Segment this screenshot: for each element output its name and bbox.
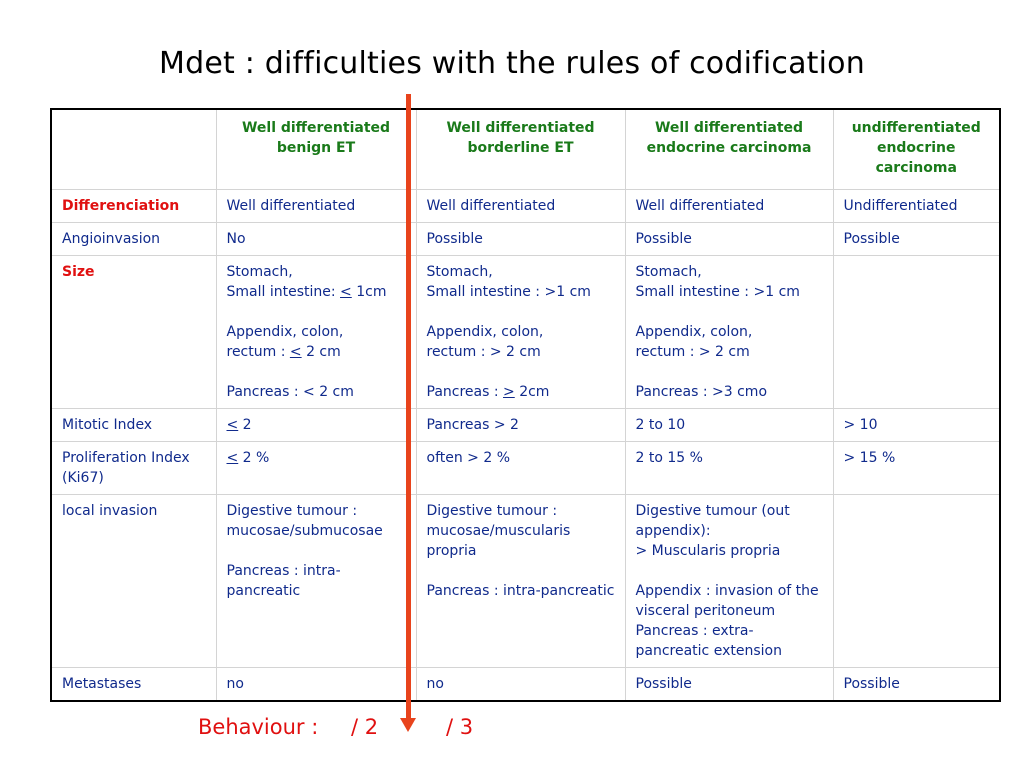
- cell-line: Digestive tumour : mucosae/submucosae: [226, 503, 383, 539]
- table-cell: no: [216, 668, 416, 702]
- row-label-local-invasion: local invasion: [51, 495, 216, 668]
- table-row: [51, 190, 1000, 223]
- header-carcinoma: Well differentiated endocrine carcinoma: [625, 109, 833, 190]
- cell-line: [227, 342, 408, 362]
- table-cell: no: [416, 668, 625, 702]
- table-cell: Well differentiated: [625, 190, 833, 223]
- behaviour-value-2: / 2: [351, 715, 379, 739]
- table-cell: [833, 256, 1000, 409]
- cell-line: Stomach,: [226, 264, 293, 280]
- cell-line: rectum : > 2 cm: [635, 344, 750, 360]
- table-header-row: [51, 109, 1000, 190]
- table-row: [51, 256, 1000, 409]
- text-part: 2 %: [238, 450, 270, 466]
- row-label-metastases: Metastases: [51, 668, 216, 702]
- underlined-symbol: <: [226, 450, 239, 466]
- table-cell: [216, 442, 416, 495]
- table-row: [51, 495, 1000, 668]
- header-empty-cell: [51, 109, 216, 190]
- underlined-symbol: <: [226, 417, 239, 433]
- behaviour-value-3: / 3: [446, 715, 474, 739]
- row-label-differenciation: Differenciation: [51, 190, 216, 223]
- header-undifferentiated: undifferentiated endocrine carcinoma: [833, 109, 1000, 190]
- arrow-down-icon: [400, 718, 416, 732]
- table-cell: > 10: [833, 409, 1000, 442]
- underlined-symbol: >: [503, 384, 515, 400]
- table-cell: Possible: [416, 223, 625, 256]
- cell-line: > Muscularis propria: [635, 543, 781, 559]
- table-cell: [216, 495, 416, 668]
- table-cell: Possible: [625, 668, 833, 702]
- text-part: 2cm: [514, 384, 550, 400]
- cell-line: Stomach,: [426, 264, 493, 280]
- table-row: [51, 442, 1000, 495]
- cell-line: Appendix, colon,: [226, 324, 344, 340]
- text-part: Pancreas :: [426, 384, 504, 400]
- text-part: 2 cm: [301, 344, 341, 360]
- table-cell: 2 to 15 %: [625, 442, 833, 495]
- table-cell: Pancreas > 2: [416, 409, 625, 442]
- cell-line: Appendix : invasion of the visceral peritoneum: [635, 583, 819, 619]
- table-row: [51, 668, 1000, 702]
- table-cell: [833, 495, 1000, 668]
- row-label-proliferation-index: Proliferation Index (Ki67): [51, 442, 216, 495]
- codification-table: [50, 108, 1001, 702]
- underlined-symbol: <: [289, 344, 302, 360]
- header-borderline: Well differentiated borderline ET: [416, 109, 625, 190]
- cell-line: [227, 282, 408, 302]
- row-label-angioinvasion: Angioinvasion: [51, 223, 216, 256]
- table-cell: No: [216, 223, 416, 256]
- table-row: [51, 409, 1000, 442]
- row-label-mitotic-index: Mitotic Index: [51, 409, 216, 442]
- cell-line: Appendix, colon,: [635, 324, 753, 340]
- table-row: [51, 223, 1000, 256]
- cell-line: Pancreas : intra-pancreatic: [226, 563, 341, 599]
- table-cell: Undifferentiated: [833, 190, 1000, 223]
- cell-line: Digestive tumour (out appendix):: [635, 503, 790, 539]
- table-cell: [625, 256, 833, 409]
- cell-line: Pancreas : >3 cmo: [635, 384, 768, 400]
- cell-line: rectum : > 2 cm: [426, 344, 541, 360]
- cell-line: Pancreas : extra-pancreatic extension: [635, 623, 782, 659]
- cell-line: Appendix, colon,: [426, 324, 544, 340]
- cell-line: Digestive tumour : mucosae/muscularis propria: [426, 503, 571, 559]
- table-cell: Well differentiated: [416, 190, 625, 223]
- table-cell: often > 2 %: [416, 442, 625, 495]
- table-cell: Possible: [833, 668, 1000, 702]
- table-cell: [216, 256, 416, 409]
- text-part: 1cm: [351, 284, 387, 300]
- cell-line: Stomach,: [635, 264, 702, 280]
- table-cell: [416, 495, 625, 668]
- text-part: Small intestine:: [226, 284, 341, 300]
- text-part: 2: [238, 417, 252, 433]
- slide-title: Mdet : difficulties with the rules of codification: [159, 46, 865, 81]
- cell-line: Small intestine : >1 cm: [635, 284, 800, 300]
- text-part: rectum :: [226, 344, 290, 360]
- table-cell: [416, 256, 625, 409]
- table-cell: Possible: [833, 223, 1000, 256]
- underlined-symbol: <: [340, 284, 352, 300]
- divider-arrow-line: [406, 94, 411, 720]
- cell-line: [427, 382, 617, 402]
- cell-line: Small intestine : >1 cm: [426, 284, 591, 300]
- table-cell: [625, 495, 833, 668]
- row-label-size: Size: [51, 256, 216, 409]
- header-benign: Well differentiated benign ET: [216, 109, 416, 190]
- behaviour-label: Behaviour :: [198, 715, 319, 739]
- cell-line: Pancreas : < 2 cm: [226, 384, 354, 400]
- table-cell: [216, 409, 416, 442]
- table-cell: Well differentiated: [216, 190, 416, 223]
- table-cell: 2 to 10: [625, 409, 833, 442]
- cell-line: Pancreas : intra-pancreatic: [426, 583, 615, 599]
- table-cell: > 15 %: [833, 442, 1000, 495]
- table-cell: Possible: [625, 223, 833, 256]
